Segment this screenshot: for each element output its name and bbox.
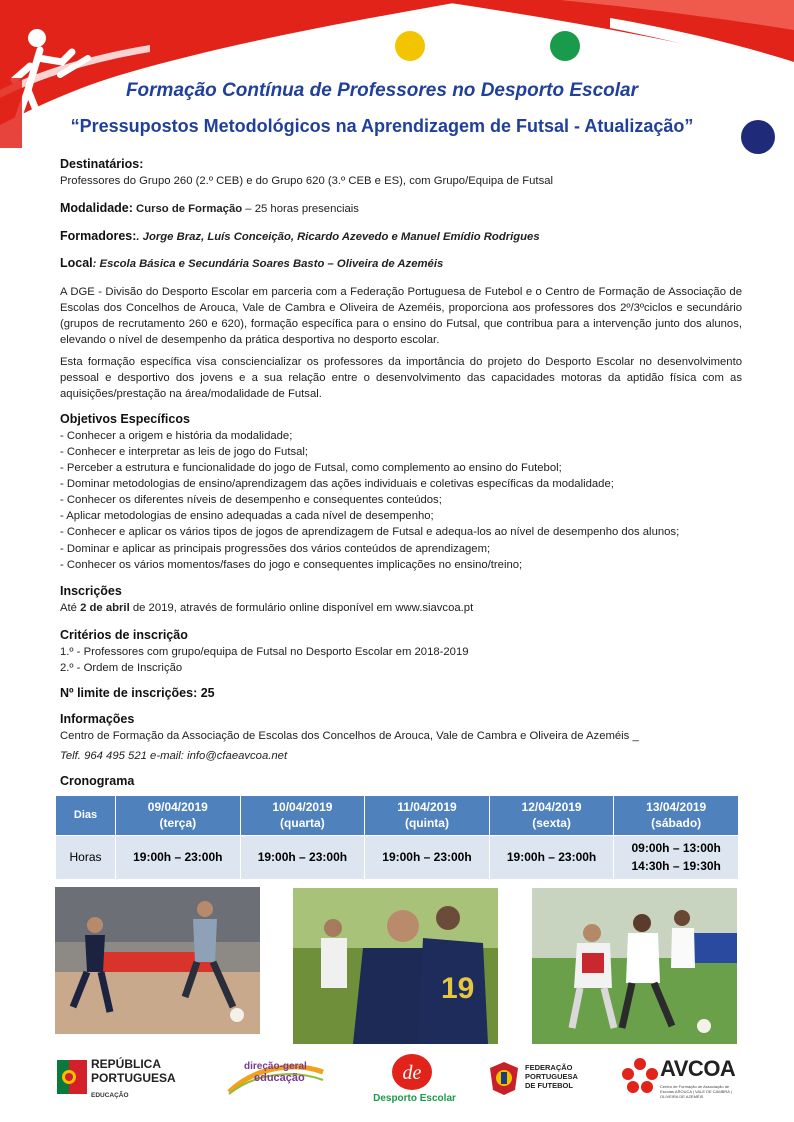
logo-dge-text-2: educação [254,1071,305,1084]
day-weekday: (terça) [159,815,197,830]
objetivos-label: Objetivos Específicos [60,412,190,427]
table-header-cell [365,796,490,836]
list-item: - Conhecer e interpretar as leis de jogo do Futsal; [60,446,309,459]
list-item: - Perceber a estrutura e funcionalidade do jogo de Futsal, como complemento ao ensino do Futebol; [60,462,562,475]
logo-avcoa-text: AVCOA [660,1056,736,1081]
table-header-cell [614,796,739,836]
list-item: 1.º - Professores com grupo/equipa de Futsal no Desporto Escolar em 2018-2019 [60,645,469,658]
list-item: - Dominar metodologias de ensino/aprendizagem das ações individuais e coletivas específicas da modalidade; [60,478,614,491]
yellow-dot-icon [395,31,425,61]
criterios-section [60,626,742,677]
day-date: 13/04/2019 [646,799,707,814]
table-cell [614,836,739,880]
objetivos-section [60,410,742,572]
table-row [56,836,739,880]
logo-avcoa-subtext: Centro de Formação de Associação de Escolas AROUCA | VALE DE CAMBRA | OLIVEIRA DE AZEMÉIS [660,1084,732,1099]
destinatarios-label: Destinatários: [60,157,144,171]
table-header-cell: Dias [56,796,116,836]
logo-desporto-escolar [362,1052,467,1108]
table-cell: 19:00h – 23:00h [116,836,241,880]
hours-morning: 09:00h – 13:00h [631,841,721,856]
modalidade-label: Modalidade: [60,201,133,216]
logo-fpf-text-3: DE FUTEBOL [525,1081,573,1090]
limite-inscricoes: Nº limite de inscrições: 25 [60,686,215,701]
table-cell: 19:00h – 23:00h [240,836,365,880]
svg-text:19: 19 [441,972,475,1005]
schedule-table [55,795,739,880]
table-cell: 19:00h – 23:00h [489,836,614,880]
table-cell: 19:00h – 23:00h [365,836,490,880]
content-body [60,155,742,790]
photo-players-celebrating [293,888,498,1044]
informacoes-section [60,710,742,764]
inscricoes-text-post: de 2019, através de formulário online disponível em www.siavcoa.pt [129,601,474,614]
page-title: Formação Contínua de Professores no Desporto Escolar [125,80,639,101]
table-header-row [56,796,739,836]
list-item: - Conhecer os vários momentos/fases do jogo e consequentes implicações no ensino/treino; [60,558,523,571]
intro-paragraph-2: Esta formação específica visa consciencializar os professores da importância do projeto do Desporto Escolar no desenvolvimento pessoal e desportivo dos jovens e a sua relação entre o desenvolvimento das capacidades motoras da aptidão física com as aquisições/prestação na área/modalidade de Futsal. [60,356,742,401]
inscricoes-label: Inscrições [60,583,122,598]
inscricoes-section [60,582,742,616]
inscricoes-text-pre: Até [60,601,81,614]
local-value: : Escola Básica e Secundária Soares Basto – Oliveira de Azeméis [92,257,444,270]
formadores-label: Formadores: [60,228,137,243]
informacoes-label: Informações [60,712,135,727]
intro-paragraph-1: A DGE - Divisão do Desporto Escolar em parceria com a Federação Portuguesa de Futebol e o Centro de Formação de Associação de Escolas dos Concelhos de Arouca, Vale de Cambra e Oliveira de Azeméis, proporciona aos professores dos 2º/3ºciclos e secundário (grupos de recrutamento 260 e 620), formação específica para o ensino do Futsal, que contribua para a intervenção junto dos alunos, elevando o nível de desempenho da prática desportiva no desporto escolar. [60,286,742,347]
destinatarios-section [60,155,742,189]
table-header-cell [240,796,365,836]
footer-logos [0,1052,794,1112]
list-item: - Dominar e aplicar as principais progressões dos vários conteúdos de aprendizagem; [60,542,491,555]
day-weekday: (sábado) [651,815,702,830]
logo-fpf-text-2: PORTUGUESA [525,1072,578,1081]
day-weekday: (sexta) [532,815,571,830]
desporto-escolar-emblem-icon [390,1052,434,1092]
criterios-label: Critérios de inscrição [60,627,188,642]
local-line [60,254,742,272]
cronograma-label: Cronograma [60,773,135,788]
list-item: 2.º - Ordem de Inscrição [60,662,183,675]
modalidade-value-bold: Curso de Formação [132,203,243,216]
logo-fpf-text-1: FEDERAÇÃO [525,1063,573,1072]
list-item: - Conhecer a origem e história da modalidade; [60,430,293,443]
formadores-line [60,227,742,245]
day-date: 11/04/2019 [397,799,457,814]
list-item: - Conhecer os diferentes níveis de desempenho e consequentes conteúdos; [60,494,442,507]
logo-republica-text-1: REPÚBLICA [91,1057,162,1071]
photo-futsal-match [55,887,260,1034]
logo-republica-portuguesa [57,1056,187,1104]
fpf-crest-icon [487,1060,521,1096]
table-cell: Horas [56,836,116,880]
page-subtitle: “Pressupostos Metodológicos na Aprendizagem de Futsal - Atualização” [70,116,694,136]
modalidade-line [60,199,742,217]
destinatarios-text: Professores do Grupo 260 (2.º CEB) e do Grupo 620 (3.º CEB e ES), com Grupo/Equipa de Futsal [60,175,554,187]
list-item: - Aplicar metodologias de ensino adequadas a cada nível de desempenho; [60,510,434,523]
logo-fpf [487,1060,597,1100]
day-date: 12/04/2019 [521,799,582,814]
informacoes-line-1: Centro de Formação da Associação de Escolas dos Concelhos de Arouca, Vale de Cambra e Oliveira de Azeméis _ [60,730,639,743]
day-weekday: (quinta) [404,815,449,830]
logo-dge-text-1: direção-geral [244,1061,307,1072]
logo-republica-text-2: PORTUGUESA [91,1070,176,1085]
svg-text:de: de [402,1062,422,1084]
day-date: 10/04/2019 [272,799,333,814]
objetivos-list [60,428,742,572]
logo-dge [226,1058,326,1098]
day-date: 09/04/2019 [147,799,208,814]
modalidade-value-rest: – 25 horas presenciais [242,203,359,216]
logo-avcoa [622,1054,742,1106]
avcoa-flower-icon [622,1056,658,1096]
hours-afternoon: 14:30h – 19:30h [631,858,721,873]
table-header-cell [116,796,241,836]
logo-desporto-escolar-text: Desporto Escolar [373,1093,456,1104]
formadores-value: . Jorge Braz, Luís Conceição, Ricardo Azevedo e Manuel Emídio Rodrigues [136,230,540,243]
day-weekday: (quarta) [280,815,325,830]
local-label: Local [60,255,93,270]
informacoes-line-2: Telf. 964 495 521 e-mail: info@cfaeavcoa.net [60,749,288,762]
portugal-flag-icon [57,1060,87,1094]
logo-republica-text-3: EDUCAÇÃO [91,1092,129,1099]
table-header-cell [489,796,614,836]
photo-girls-football [532,888,737,1044]
inscricoes-deadline: 2 de abril [80,601,130,614]
inscricoes-text [60,600,742,616]
green-dot-icon [550,31,580,61]
list-item: - Conhecer e aplicar os vários tipos de jogos de aprendizagem de Futsal e adequa-los ao nível de desempenho dos alunos; [60,526,680,539]
